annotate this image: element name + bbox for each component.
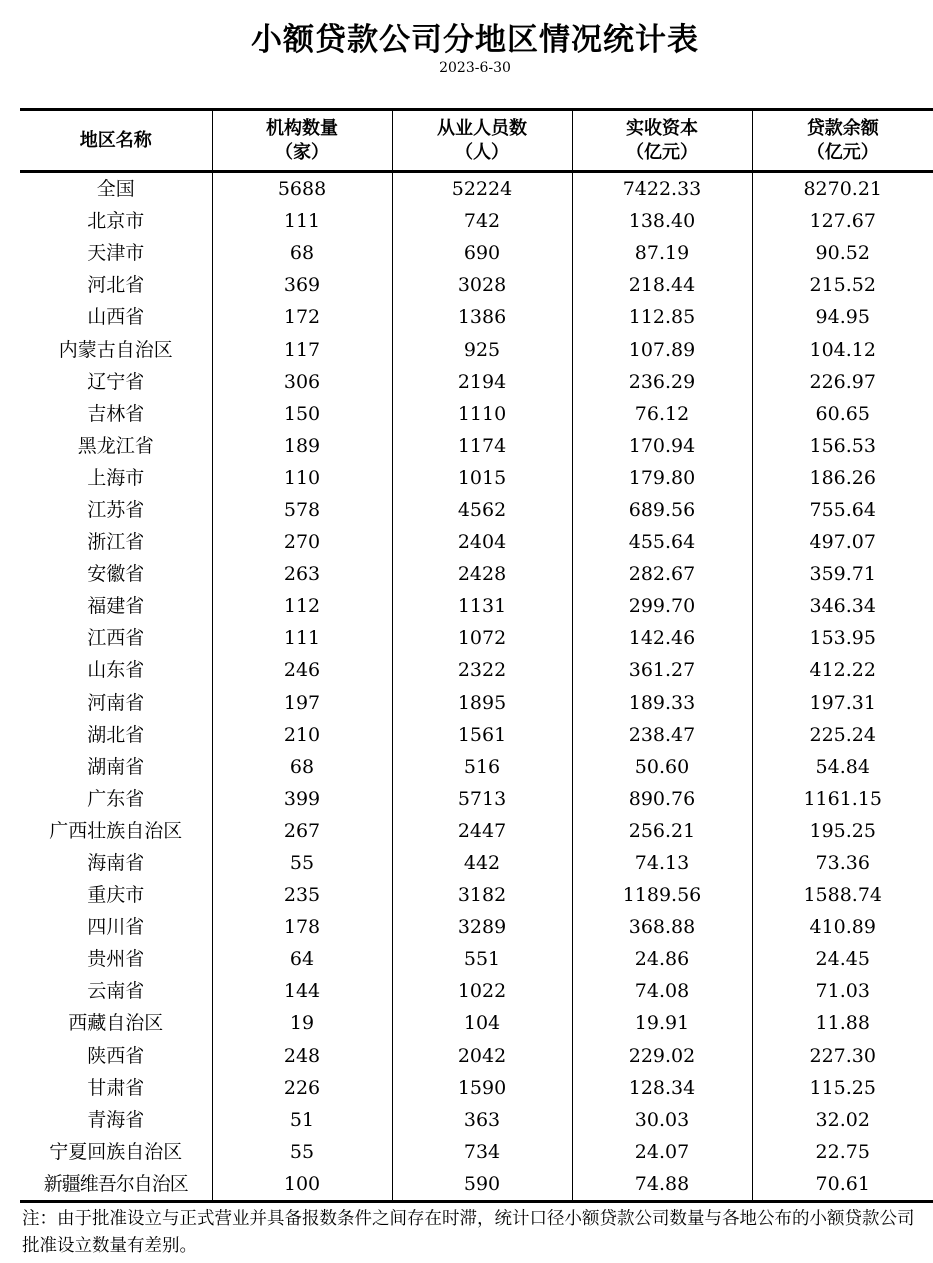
cell-region: 贵州省: [87, 948, 145, 971]
cell-paid-in-capital: 218.44: [572, 269, 752, 301]
header-employees: [392, 110, 572, 172]
cell-institutions: 210: [212, 719, 392, 751]
cell-institutions: 68: [212, 237, 392, 269]
header-institutions: [212, 110, 392, 172]
cell-employees: 1015: [392, 462, 572, 494]
cell-region: 云南省: [87, 980, 145, 1003]
cell-employees: 3182: [392, 879, 572, 911]
cell-paid-in-capital: 1189.56: [572, 879, 752, 911]
cell-paid-in-capital: 74.08: [572, 975, 752, 1007]
cell-loan-balance: 1161.15: [752, 783, 933, 815]
cell-institutions: 178: [212, 911, 392, 943]
cell-loan-balance: 94.95: [752, 301, 933, 333]
cell-paid-in-capital: 299.70: [572, 590, 752, 622]
cell-employees: 52224: [392, 172, 572, 206]
cell-region: 内蒙古自治区: [58, 338, 173, 361]
cell-employees: 1174: [392, 430, 572, 462]
table-row: [20, 205, 933, 237]
cell-region: 甘肃省: [87, 1076, 145, 1099]
cell-institutions: 111: [212, 622, 392, 654]
cell-region: 河北省: [87, 274, 145, 297]
cell-institutions: 226: [212, 1072, 392, 1104]
cell-loan-balance: 359.71: [752, 558, 933, 590]
cell-loan-balance: 153.95: [752, 622, 933, 654]
table-row: [20, 462, 933, 494]
cell-institutions: 117: [212, 333, 392, 365]
cell-paid-in-capital: 361.27: [572, 654, 752, 686]
header-paid-in-capital: [572, 110, 752, 172]
header-label: 从业人员数: [437, 117, 527, 139]
cell-employees: 2322: [392, 654, 572, 686]
cell-loan-balance: 73.36: [752, 847, 933, 879]
cell-employees: 5713: [392, 783, 572, 815]
cell-institutions: 197: [212, 687, 392, 719]
cell-employees: 1022: [392, 975, 572, 1007]
header-region: [20, 110, 212, 172]
cell-loan-balance: 11.88: [752, 1007, 933, 1039]
cell-loan-balance: 54.84: [752, 751, 933, 783]
table-row: [20, 719, 933, 751]
cell-paid-in-capital: 689.56: [572, 494, 752, 526]
table-row: [20, 1104, 933, 1136]
cell-employees: 104: [392, 1007, 572, 1039]
cell-paid-in-capital: 87.19: [572, 237, 752, 269]
cell-loan-balance: 1588.74: [752, 879, 933, 911]
cell-employees: 1561: [392, 719, 572, 751]
table-row: [20, 975, 933, 1007]
table-body: [20, 172, 933, 1202]
cell-paid-in-capital: 236.29: [572, 366, 752, 398]
cell-paid-in-capital: 170.94: [572, 430, 752, 462]
cell-loan-balance: 90.52: [752, 237, 933, 269]
cell-loan-balance: 186.26: [752, 462, 933, 494]
table-row: [20, 398, 933, 430]
table-row: [20, 815, 933, 847]
cell-loan-balance: 346.34: [752, 590, 933, 622]
cell-institutions: 5688: [212, 172, 392, 206]
cell-institutions: 68: [212, 751, 392, 783]
cell-paid-in-capital: 189.33: [572, 687, 752, 719]
cell-region: 辽宁省: [87, 370, 145, 393]
cell-institutions: 263: [212, 558, 392, 590]
header-row: [20, 110, 933, 172]
table-row: [20, 590, 933, 622]
cell-loan-balance: 195.25: [752, 815, 933, 847]
cell-region: 四川省: [87, 916, 145, 939]
cell-region: 黑龙江省: [77, 434, 154, 457]
cell-employees: 1131: [392, 590, 572, 622]
cell-paid-in-capital: 282.67: [572, 558, 752, 590]
cell-paid-in-capital: 128.34: [572, 1072, 752, 1104]
cell-employees: 690: [392, 237, 572, 269]
cell-region: 广西壮族自治区: [49, 819, 183, 842]
cell-institutions: 51: [212, 1104, 392, 1136]
cell-loan-balance: 22.75: [752, 1136, 933, 1168]
cell-institutions: 110: [212, 462, 392, 494]
table-row: [20, 526, 933, 558]
cell-employees: 363: [392, 1104, 572, 1136]
cell-loan-balance: 156.53: [752, 430, 933, 462]
cell-loan-balance: 60.65: [752, 398, 933, 430]
cell-institutions: 150: [212, 398, 392, 430]
cell-region: 安徽省: [87, 563, 145, 586]
cell-loan-balance: 24.45: [752, 943, 933, 975]
page-title: 小额贷款公司分地区情况统计表: [251, 22, 699, 58]
cell-loan-balance: 755.64: [752, 494, 933, 526]
cell-paid-in-capital: 890.76: [572, 783, 752, 815]
table-row: [20, 366, 933, 398]
cell-institutions: 64: [212, 943, 392, 975]
cell-institutions: 144: [212, 975, 392, 1007]
cell-paid-in-capital: 74.13: [572, 847, 752, 879]
cell-region: 上海市: [87, 466, 145, 489]
cell-loan-balance: 226.97: [752, 366, 933, 398]
cell-region: 河南省: [87, 691, 145, 714]
cell-institutions: 55: [212, 847, 392, 879]
table-row: [20, 687, 933, 719]
cell-employees: 551: [392, 943, 572, 975]
cell-institutions: 578: [212, 494, 392, 526]
cell-paid-in-capital: 7422.33: [572, 172, 752, 206]
cell-region: 天津市: [87, 242, 145, 265]
cell-institutions: 399: [212, 783, 392, 815]
table-row: [20, 751, 933, 783]
cell-paid-in-capital: 74.88: [572, 1168, 752, 1202]
cell-paid-in-capital: 107.89: [572, 333, 752, 365]
cell-paid-in-capital: 76.12: [572, 398, 752, 430]
table-row: [20, 1040, 933, 1072]
cell-paid-in-capital: 368.88: [572, 911, 752, 943]
table-row: [20, 1007, 933, 1039]
cell-employees: 590: [392, 1168, 572, 1202]
cell-loan-balance: 497.07: [752, 526, 933, 558]
cell-employees: 1072: [392, 622, 572, 654]
cell-region: 广东省: [87, 787, 145, 810]
cell-region: 福建省: [87, 595, 145, 618]
cell-region: 宁夏回族自治区: [49, 1140, 183, 1163]
table-row: [20, 943, 933, 975]
cell-loan-balance: 215.52: [752, 269, 933, 301]
cell-loan-balance: 32.02: [752, 1104, 933, 1136]
cell-employees: 742: [392, 205, 572, 237]
statistics-table: [20, 108, 933, 1203]
header-label: 贷款余额: [806, 117, 879, 139]
cell-institutions: 19: [212, 1007, 392, 1039]
header-label: 机构数量: [266, 117, 338, 139]
table-row: [20, 1072, 933, 1104]
cell-employees: 1895: [392, 687, 572, 719]
cell-employees: 3028: [392, 269, 572, 301]
cell-loan-balance: 70.61: [752, 1168, 933, 1202]
cell-paid-in-capital: 19.91: [572, 1007, 752, 1039]
cell-loan-balance: 127.67: [752, 205, 933, 237]
cell-institutions: 246: [212, 654, 392, 686]
table-row: [20, 494, 933, 526]
cell-employees: 4562: [392, 494, 572, 526]
cell-region: 西藏自治区: [68, 1012, 164, 1035]
cell-loan-balance: 197.31: [752, 687, 933, 719]
cell-employees: 1386: [392, 301, 572, 333]
cell-paid-in-capital: 112.85: [572, 301, 752, 333]
table-row: [20, 269, 933, 301]
cell-region: 全国: [96, 178, 135, 201]
cell-institutions: 189: [212, 430, 392, 462]
cell-region: 江苏省: [87, 498, 145, 521]
cell-region: 北京市: [87, 210, 145, 233]
cell-institutions: 55: [212, 1136, 392, 1168]
table-row: [20, 333, 933, 365]
cell-paid-in-capital: 179.80: [572, 462, 752, 494]
cell-region: 青海省: [87, 1108, 145, 1131]
table-row: [20, 237, 933, 269]
cell-loan-balance: 410.89: [752, 911, 933, 943]
cell-employees: 1110: [392, 398, 572, 430]
cell-region: 湖南省: [87, 755, 145, 778]
cell-employees: 3289: [392, 911, 572, 943]
footnote: 注：由于批准设立与正式营业并具备报数条件之间存在时滞，统计口径小额贷款公司数量与各地公布的小额贷款公司批准设立数量有差别。: [22, 1209, 915, 1256]
table-row: [20, 654, 933, 686]
cell-paid-in-capital: 238.47: [572, 719, 752, 751]
header-label: 实收资本: [626, 117, 698, 139]
cell-region: 山西省: [87, 306, 145, 329]
cell-employees: 2447: [392, 815, 572, 847]
cell-region: 重庆市: [87, 884, 145, 907]
header-loan-balance: [752, 110, 933, 172]
cell-paid-in-capital: 138.40: [572, 205, 752, 237]
report-date: 2023-6-30: [439, 60, 511, 76]
cell-institutions: 172: [212, 301, 392, 333]
cell-institutions: 270: [212, 526, 392, 558]
cell-region: 陕西省: [87, 1044, 145, 1067]
cell-employees: 1590: [392, 1072, 572, 1104]
cell-loan-balance: 8270.21: [752, 172, 933, 206]
header-unit: （人）: [455, 141, 509, 163]
cell-employees: 442: [392, 847, 572, 879]
cell-paid-in-capital: 455.64: [572, 526, 752, 558]
cell-region: 江西省: [87, 627, 145, 650]
cell-paid-in-capital: 142.46: [572, 622, 752, 654]
cell-loan-balance: 227.30: [752, 1040, 933, 1072]
header-label: 地区名称: [79, 129, 152, 151]
cell-paid-in-capital: 24.86: [572, 943, 752, 975]
cell-paid-in-capital: 256.21: [572, 815, 752, 847]
table-row: [20, 847, 933, 879]
cell-employees: 516: [392, 751, 572, 783]
cell-institutions: 100: [212, 1168, 392, 1202]
cell-region: 山东省: [87, 659, 145, 682]
cell-employees: 734: [392, 1136, 572, 1168]
cell-region: 吉林省: [87, 402, 145, 425]
cell-institutions: 111: [212, 205, 392, 237]
table-row: [20, 783, 933, 815]
cell-region: 湖北省: [87, 723, 145, 746]
table-row: [20, 911, 933, 943]
cell-institutions: 306: [212, 366, 392, 398]
cell-employees: 2042: [392, 1040, 572, 1072]
table-row: [20, 1136, 933, 1168]
table-row: [20, 301, 933, 333]
cell-paid-in-capital: 50.60: [572, 751, 752, 783]
cell-region: 海南省: [87, 852, 145, 875]
cell-employees: 925: [392, 333, 572, 365]
cell-employees: 2194: [392, 366, 572, 398]
cell-loan-balance: 225.24: [752, 719, 933, 751]
header-unit: （家）: [275, 141, 329, 163]
cell-loan-balance: 104.12: [752, 333, 933, 365]
cell-paid-in-capital: 30.03: [572, 1104, 752, 1136]
cell-region: 新疆维吾尔自治区: [43, 1172, 188, 1195]
table-row: [20, 879, 933, 911]
header-unit: （亿元）: [806, 141, 879, 163]
cell-employees: 2404: [392, 526, 572, 558]
cell-institutions: 267: [212, 815, 392, 847]
cell-loan-balance: 115.25: [752, 1072, 933, 1104]
table-row: [20, 558, 933, 590]
cell-institutions: 235: [212, 879, 392, 911]
table-row: [20, 430, 933, 462]
cell-institutions: 112: [212, 590, 392, 622]
header-unit: （亿元）: [626, 141, 698, 163]
table-row: [20, 172, 933, 206]
cell-loan-balance: 412.22: [752, 654, 933, 686]
cell-paid-in-capital: 229.02: [572, 1040, 752, 1072]
cell-region: 浙江省: [87, 531, 145, 554]
cell-paid-in-capital: 24.07: [572, 1136, 752, 1168]
cell-employees: 2428: [392, 558, 572, 590]
cell-loan-balance: 71.03: [752, 975, 933, 1007]
cell-institutions: 369: [212, 269, 392, 301]
table-row: [20, 622, 933, 654]
cell-institutions: 248: [212, 1040, 392, 1072]
table-row: [20, 1168, 933, 1202]
